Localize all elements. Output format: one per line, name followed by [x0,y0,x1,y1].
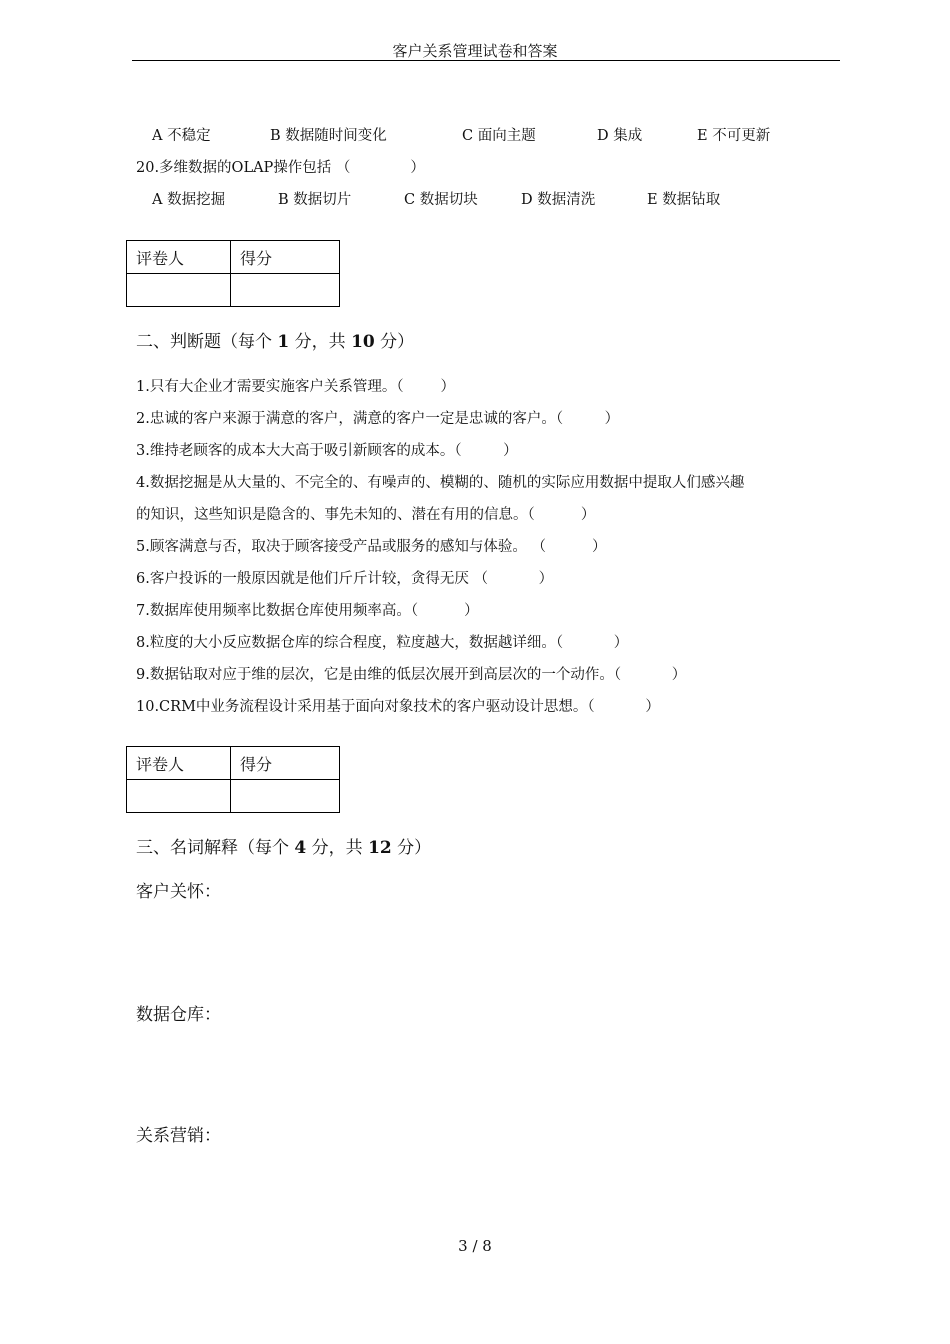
tf-question-10: 10.CRM中业务流程设计采用基于面向对象技术的客户驱动设计思想。（ ） [136,699,660,715]
q19-option-a: A 不稳定 [152,128,211,144]
q20-option-e: E 数据钻取 [647,192,721,208]
score-cell [231,780,340,813]
grader-label: 评卷人 [127,747,231,780]
tf-question-6: 6.客户投诉的一般原因就是他们斤斤计较，贪得无厌 （ ） [136,571,554,587]
tf-question-8: 8.粒度的大小反应数据仓库的综合程度，粒度越大，数据越详细。（ ） [136,635,629,651]
tf-question-1: 1.只有大企业才需要实施客户关系管理。（ ） [136,379,455,395]
q20-option-d: D 数据清洗 [521,192,596,208]
q19-option-b: B 数据随时间变化 [270,128,387,144]
grader-label: 评卷人 [127,241,231,274]
grader-cell [127,780,231,813]
q19-option-d: D 集成 [597,128,643,144]
score-label: 得分 [231,241,340,274]
page-header-title: 客户关系管理试卷和答案 [392,42,558,60]
tf-question-7: 7.数据库使用频率比数据仓库使用频率高。（ ） [136,603,479,619]
tf-question-5: 5.顾客满意与否，取决于顾客接受产品或服务的感知与体验。 （ ） [136,539,607,555]
tf-question-9: 9.数据钻取对应于维的层次，它是由维的低层次展开到高层次的一个动作。（ ） [136,667,687,683]
q20-question: 20.多维数据的OLAP操作包括 （ ） [136,160,425,176]
term-relationship-marketing: 关系营销： [136,1126,221,1146]
term-customer-care: 客户关怀： [136,882,221,902]
q20-option-b: B 数据切片 [278,192,352,208]
score-label: 得分 [231,747,340,780]
tf-question-4-line2: 的知识，这些知识是隐含的、事先未知的、潜在有用的信息。（ ） [136,507,596,523]
tf-question-4-line1: 4.数据挖掘是从大量的、不完全的、有噪声的、模糊的、随机的实际应用数据中提取人们感兴趣 [136,475,745,491]
section3-heading: 三、名词解释（每个 4 分，共 12 分） [136,838,432,858]
page-number: 3 / 8 [458,1237,492,1255]
grader-table [126,240,340,307]
grader-cell [127,274,231,307]
q20-option-c: C 数据切块 [404,192,478,208]
tf-question-3: 3.维持老顾客的成本大大高于吸引新顾客的成本。（ ） [136,443,518,459]
grader-table [126,746,340,813]
header-rule [132,60,840,61]
q19-option-e: E 不可更新 [697,128,771,144]
section2-heading: 二、判断题（每个 1 分，共 10 分） [136,332,415,352]
q20-option-a: A 数据挖掘 [152,192,226,208]
tf-question-2: 2.忠诚的客户来源于满意的客户，满意的客户一定是忠诚的客户。（ ） [136,411,620,427]
score-cell [231,274,340,307]
q19-option-c: C 面向主题 [462,128,536,144]
term-data-warehouse: 数据仓库： [136,1005,221,1025]
